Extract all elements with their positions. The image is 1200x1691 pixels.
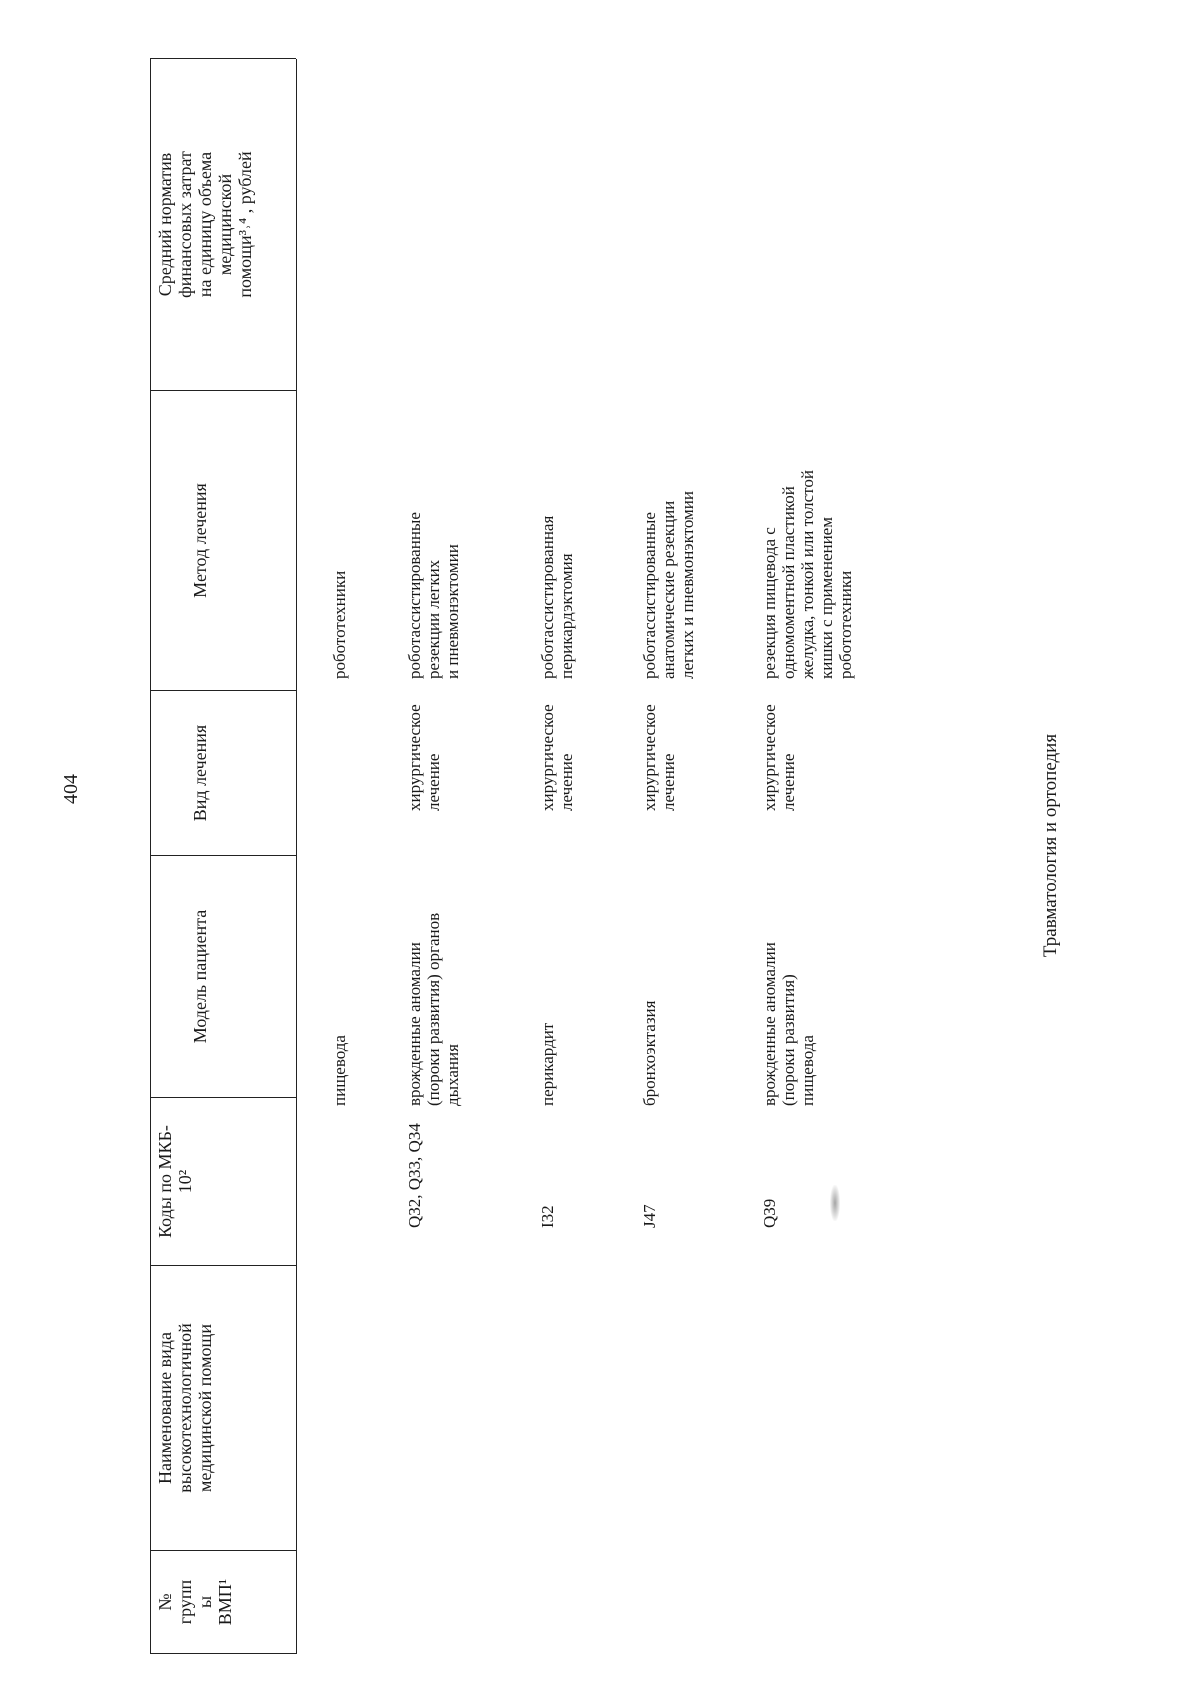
- row-3-treatment-method: роботассистированные анатомические резекции легких и пневмонэктомии: [640, 491, 697, 679]
- scan-smudge: [830, 1185, 840, 1221]
- row-1-icd-code: Q32, Q33, Q34: [405, 1123, 424, 1228]
- column-divider: [150, 855, 296, 856]
- row-4-icd-code: Q39: [760, 1198, 779, 1228]
- header-treatment-method: Метод лечения: [190, 483, 210, 598]
- column-divider: [150, 1265, 296, 1266]
- column-divider: [150, 1550, 296, 1551]
- row-2-patient-model: перикардит: [538, 1022, 557, 1106]
- page-number: 404: [60, 774, 82, 804]
- column-divider: [150, 690, 296, 691]
- column-divider: [150, 1097, 296, 1098]
- column-border: [150, 1653, 296, 1654]
- row-1-treatment-method: роботассистированные резекции легких и пневмонэктомии: [405, 512, 462, 679]
- row-3-icd-code: J47: [640, 1204, 659, 1228]
- row-3-treatment-type: хирургическое лечение: [640, 704, 678, 811]
- column-border: [150, 58, 296, 59]
- row-3-patient-model: бронхоэктазия: [640, 1000, 659, 1106]
- row-2-treatment-type: хирургическое лечение: [538, 704, 576, 811]
- row-0-treatment-method: робототехники: [330, 570, 349, 679]
- row-4-treatment-method: резекция пищевода с одномоментной пластикой желудка, тонкой или толстой кишки с применением робототехники: [760, 470, 855, 679]
- row-1-treatment-type: хирургическое лечение: [405, 704, 443, 811]
- table-header-rule: [296, 59, 297, 1654]
- row-1-patient-model: врожденные аномалии (пороки развития) органов дыхания: [405, 912, 462, 1106]
- header-patient-model: Модель пациента: [190, 909, 210, 1044]
- header-care-type-name: Наименование вида высокотехнологичной медицинской помощи: [155, 1323, 215, 1493]
- section-title: Травматология и ортопедия: [1040, 733, 1061, 958]
- column-divider: [150, 390, 296, 391]
- header-group-number: № групп ы ВМП¹: [155, 1578, 235, 1626]
- row-2-icd-code: I32: [538, 1205, 557, 1228]
- row-2-treatment-method: роботассистированная перикардэктомия: [538, 515, 576, 679]
- row-0-patient-model: пищевода: [330, 1035, 349, 1106]
- row-4-treatment-type: хирургическое лечение: [760, 704, 798, 811]
- header-icd-codes: Коды по МКБ- 10²: [155, 1125, 195, 1238]
- table-top-rule: [150, 59, 151, 1654]
- header-cost-standard: Средний норматив финансовых затрат на единицу объема медицинской помощи³˒⁴ , рублей: [155, 151, 255, 298]
- row-4-patient-model: врожденные аномалии (пороки развития) пищевода: [760, 942, 817, 1106]
- header-treatment-type: Вид лечения: [190, 724, 210, 822]
